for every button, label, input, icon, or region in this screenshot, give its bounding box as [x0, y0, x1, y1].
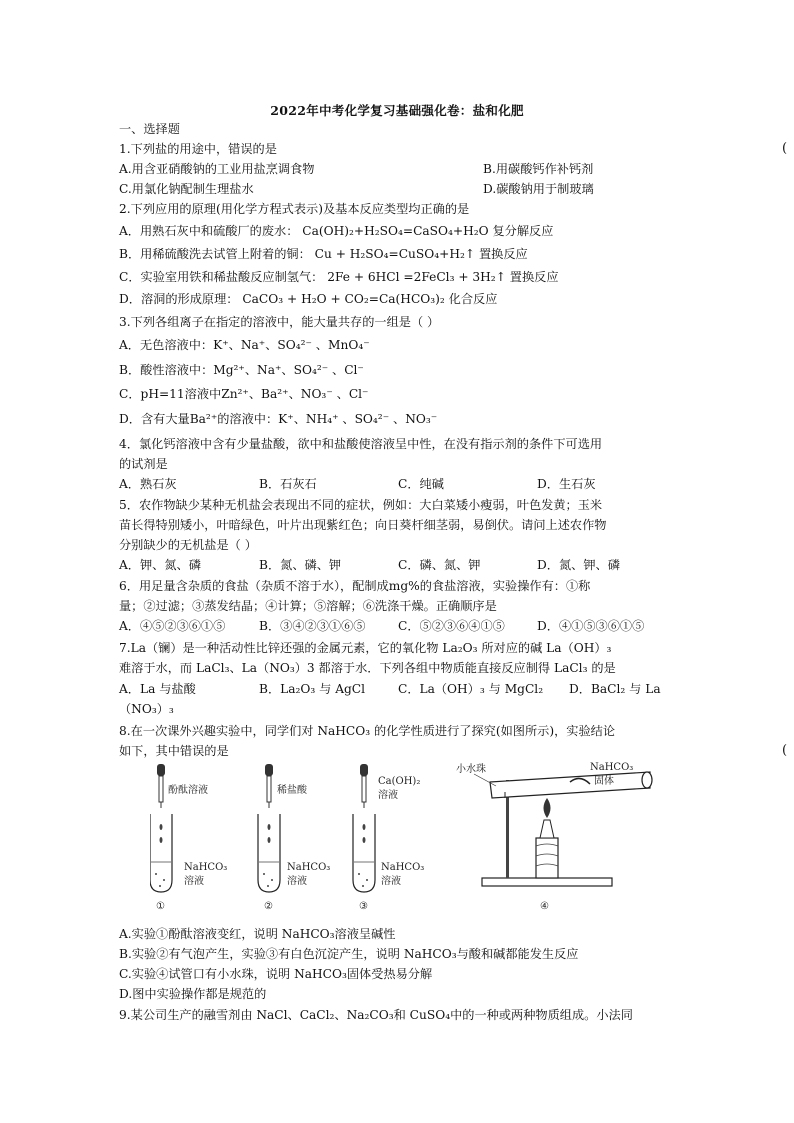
label-nahco3-3: NaHCO₃: [381, 862, 425, 873]
q6-option-c: C．⑤②③⑥④①⑤: [398, 619, 505, 633]
q5-stem-line3: 分别缺少的无机盐是（ ）: [119, 538, 257, 552]
q1-option-d: D.碳酸钠用于制玻璃: [483, 182, 594, 196]
q2-option-c: C．实验室用铁和稀盐酸反应制氢气： 2Fe + 6HCl =2FeCl₃ + 3H₂↑ 置换反应: [119, 270, 559, 284]
label-solution-3: 溶液: [381, 876, 401, 887]
q8-option-a: A.实验①酚酞溶液变红，说明 NaHCO₃溶液呈碱性: [119, 927, 396, 941]
q5-option-c: C．磷、氮、钾: [398, 558, 481, 572]
dropper-3-icon: [360, 764, 368, 808]
q7-option-b: B．La₂O₃ 与 AgCl: [259, 682, 366, 696]
q7-option-a: A．La 与盐酸: [119, 682, 196, 696]
edge-mark: (: [782, 141, 788, 156]
q6-option-a: A．④⑤②③⑥①⑤: [119, 619, 226, 633]
label-solid: 固体: [594, 776, 614, 787]
q4-option-d: D．生石灰: [537, 477, 596, 491]
label-exp-4: ④: [540, 901, 549, 912]
test-tube-2-icon: [258, 814, 280, 892]
q2-stem: 2.下列应用的原理(用化学方程式表示)及基本反应类型均正确的是: [119, 202, 470, 216]
q1-option-b: B.用碳酸钙作补钙剂: [483, 162, 594, 176]
label-nahco3-2: NaHCO₃: [287, 862, 331, 873]
q4-stem-line1: 4．氯化钙溶液中含有少量盐酸，欲中和盐酸使溶液呈中性，在没有指示剂的条件下可选用: [119, 437, 603, 451]
experiment-figure: [150, 762, 670, 912]
q6-option-b: B．③④②③①⑥⑤: [259, 619, 366, 633]
q1-option-a: A.用含亚硝酸钠的工业用盐烹调食物: [119, 162, 315, 176]
q3-stem: 3.下列各组离子在指定的溶液中，能大量共存的一组是（ ）: [119, 315, 440, 329]
q4-option-a: A．熟石灰: [119, 477, 177, 491]
section-heading: 一、选择题: [119, 122, 180, 136]
test-tube-1-icon: [150, 814, 172, 892]
label-caoh2-solution: 溶液: [378, 790, 398, 801]
q5-option-a: A．钾、氮、磷: [119, 558, 201, 572]
label-exp-2: ②: [264, 901, 273, 912]
label-exp-1: ①: [156, 901, 165, 912]
q1-stem: 1.下列盐的用途中，错误的是: [119, 142, 277, 156]
q5-stem-line1: 5．农作物缺少某种无机盐会表现出不同的症状，例如：大白菜矮小瘦弱，叶色发黄；玉米: [119, 498, 603, 512]
q3-option-c: C．pH=11溶液中Zn²⁺、Ba²⁺、NO₃⁻ 、Cl⁻: [119, 387, 369, 401]
label-dilute-hcl: 稀盐酸: [277, 785, 307, 796]
q5-stem-line2: 苗长得特别矮小，叶暗绿色，叶片出现紫红色；向日葵杆细茎弱，易倒伏。请问上述农作物: [119, 518, 607, 532]
q8-option-b: B.实验②有气泡产生，实验③有白色沉淀产生，说明 NaHCO₃与酸和碱都能发生反应: [119, 947, 579, 961]
heating-apparatus-icon: [482, 772, 652, 886]
label-caoh2: Ca(OH)₂: [378, 776, 421, 787]
q4-option-b: B．石灰石: [259, 477, 317, 491]
q4-stem-line2: 的试剂是: [119, 457, 168, 471]
label-water-droplets: 小水珠: [456, 764, 486, 775]
q6-stem-line1: 6．用足量含杂质的食盐（杂质不溶于水），配制成mg%的食盐溶液，实验操作有：①称: [119, 579, 591, 593]
q1-option-c: C.用氯化钠配制生理盐水: [119, 182, 254, 196]
q8-stem-line2: 如下，其中错误的是: [119, 744, 229, 758]
label-solution-1: 溶液: [184, 876, 204, 887]
label-nahco3-1: NaHCO₃: [184, 862, 228, 873]
q4-option-c: C．纯碱: [398, 477, 444, 491]
q7-option-d-cont: （NO₃）₃: [119, 702, 174, 716]
dropper-1-icon: [157, 764, 165, 808]
label-exp-3: ③: [359, 901, 368, 912]
q5-option-b: B．氮、磷、钾: [259, 558, 342, 572]
label-nahco3-solid: NaHCO₃: [590, 762, 634, 773]
label-phenolphthalein: 酚酞溶液: [168, 785, 208, 796]
q8-option-c: C.实验④试管口有小水珠，说明 NaHCO₃固体受热易分解: [119, 967, 433, 981]
q7-stem-line1: 7.La（镧）是一种活动性比锌还强的金属元素，它的氧化物 La₂O₃ 所对应的碱 La（OH）₃: [119, 641, 612, 655]
edge-mark-2: (: [782, 743, 788, 758]
q6-stem-line2: 量；②过滤；③蒸发结晶；④计算；⑤溶解；⑥洗涤干燥。正确顺序是: [119, 599, 497, 613]
dropper-2-icon: [265, 764, 273, 808]
test-tube-3-icon: [353, 814, 375, 892]
q6-option-d: D．④①⑤③⑥①⑤: [537, 619, 645, 633]
q7-stem-line2: 难溶于水，而 LaCl₃、La（NO₃）3 都溶于水．下列各组中物质能直接反应制得 LaCl₃ 的是: [119, 661, 616, 675]
q7-option-d: D．BaCl₂ 与 La: [569, 682, 661, 696]
q3-option-d: D．含有大量Ba²⁺的溶液中：K⁺、NH₄⁺ 、SO₄²⁻ 、NO₃⁻: [119, 412, 438, 426]
q2-option-a: A．用熟石灰中和硫酸厂的废水： Ca(OH)₂+H₂SO₄=CaSO₄+H₂O 复分解反应: [119, 224, 554, 238]
q5-option-d: D．氮、钾、磷: [537, 558, 620, 572]
q3-option-b: B．酸性溶液中：Mg²⁺、Na⁺、SO₄²⁻ 、Cl⁻: [119, 363, 364, 377]
q3-option-a: A．无色溶液中：K⁺、Na⁺、SO₄²⁻ 、MnO₄⁻: [119, 338, 370, 352]
q9-stem-line1: 9.某公司生产的融雪剂由 NaCl、CaCl₂、Na₂CO₃和 CuSO₄中的一种或两种物质组成。小法同: [119, 1008, 633, 1022]
q7-option-c: C．La（OH）₃ 与 MgCl₂: [398, 682, 544, 696]
q8-option-d: D.图中实验操作都是规范的: [119, 987, 267, 1001]
q2-option-b: B．用稀硫酸洗去试管上附着的铜： Cu + H₂SO₄=CuSO₄+H₂↑ 置换反应: [119, 247, 528, 261]
label-solution-2: 溶液: [287, 876, 307, 887]
q8-stem-line1: 8.在一次课外兴趣实验中，同学们对 NaHCO₃ 的化学性质进行了探究(如图所示)，实验结论: [119, 724, 616, 738]
q2-option-d: D．溶洞的形成原理： CaCO₃ + H₂O + CO₂=Ca(HCO₃)₂ 化合反应: [119, 292, 498, 306]
page-title: 2022年中考化学复习基础强化卷：盐和化肥: [270, 103, 524, 118]
